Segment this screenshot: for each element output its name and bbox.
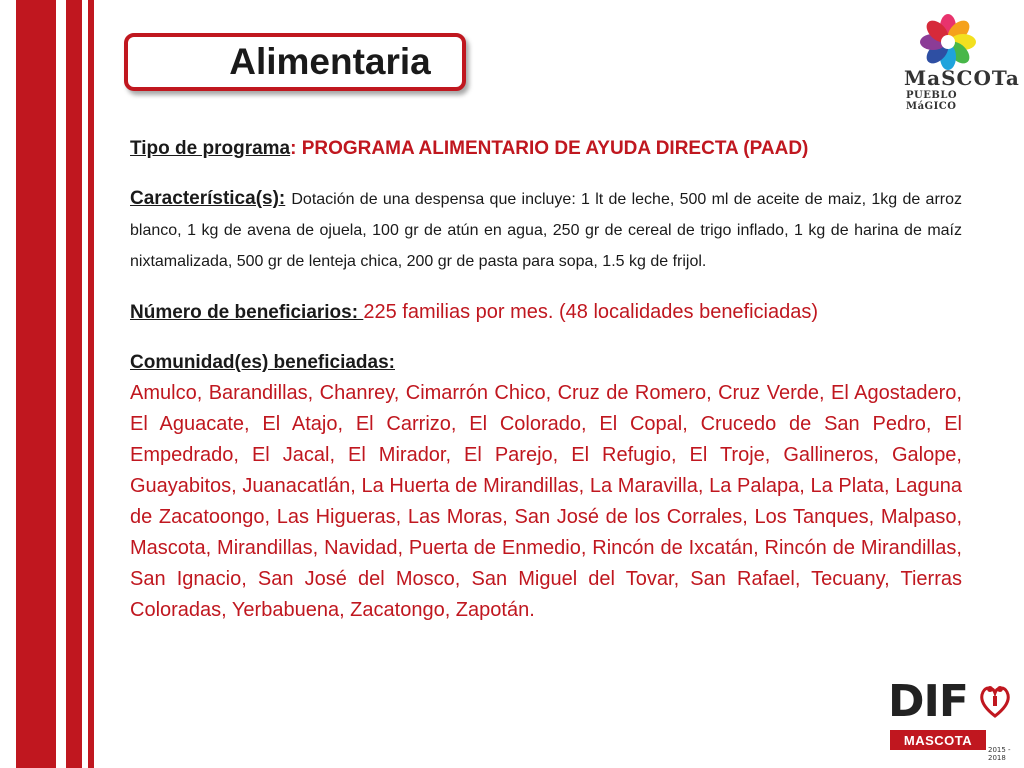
left-stripe-medium <box>66 0 82 768</box>
page-title: Alimentaria <box>229 41 431 82</box>
program-type-label: Tipo de programa <box>130 138 291 159</box>
program-type-value: PROGRAMA ALIMENTARIO DE AYUDA DIRECTA (PAAD) <box>301 138 809 159</box>
flower-logo-icon <box>920 14 976 70</box>
program-type-row <box>130 134 962 164</box>
characteristics-label: Característica(s): <box>130 188 286 209</box>
mascota-pueblo-magico-logo <box>898 14 1020 112</box>
communities-label: Comunidad(es) beneficiadas: <box>130 352 395 373</box>
dif-mascota-logo <box>886 676 1014 764</box>
dif-place-bar: MASCOTA <box>890 730 986 750</box>
communities-value: Amulco, Barandillas, Chanrey, Cimarrón Chico, Cruz de Romero, Cruz Verde, El Agostadero, El Aguacate, El Atajo, El Carrizo, El Colorado, El Copal, Crucedo de San Pedro, El Empedrado, El Jacal, El Mirador, El Parejo, El Refugio, El Troje, Gallineros, Galope, Guayabitos, Juanacatlán, La Huerta de Mirandillas, La Maravilla, La Palapa, La Plata, Laguna de Zacatoongo, Las Higueras, Las Moras, San José de los Corrales, Los Tanques, Malpaso, Mascota, Mirandillas, Navidad, Puerta de Enmedio, Rincón de Ixcatán, Rincón de Mirandillas, San Ignacio, San José del Mosco, San Miguel del Tovar, San Rafael, Tecuany, Tierras Coloradas, Yerbabuena, Zacatongo, Zapotán. <box>130 382 962 621</box>
logo-subtitle: PUEBLO MáGICO <box>906 90 958 112</box>
beneficiaries-value: 225 familias por mes. (48 localidades beneficiadas) <box>363 301 819 323</box>
communities-row <box>130 348 962 626</box>
family-heart-icon <box>978 680 1012 720</box>
dif-years: 2015 - 2018 <box>988 746 1011 762</box>
beneficiaries-label: Número de beneficiarios: <box>130 302 364 323</box>
characteristics-value: Dotación de una despensa que incluye: 1 lt de leche, 500 ml de aceite de maiz, 1kg de arroz blanco, 1 kg de avena de ojuela, 100 gr de atún en agua, 250 gr de cereal de trigo inflado, 1 kg de harina de maíz nixtamalizada, 500 gr de lenteja chica, 200 gr de pasta para sopa, 1.5 kg de frijol. <box>130 191 962 270</box>
program-content <box>130 134 962 626</box>
title-box <box>124 33 466 91</box>
left-stripe-thin <box>88 0 94 768</box>
left-stripe-wide <box>16 0 56 768</box>
characteristics-row <box>130 184 962 277</box>
program-type-separator: : <box>290 138 297 159</box>
beneficiaries-row <box>130 297 962 328</box>
dif-name: DIF <box>888 676 968 727</box>
logo-name: MaSCOTa <box>904 66 1020 90</box>
